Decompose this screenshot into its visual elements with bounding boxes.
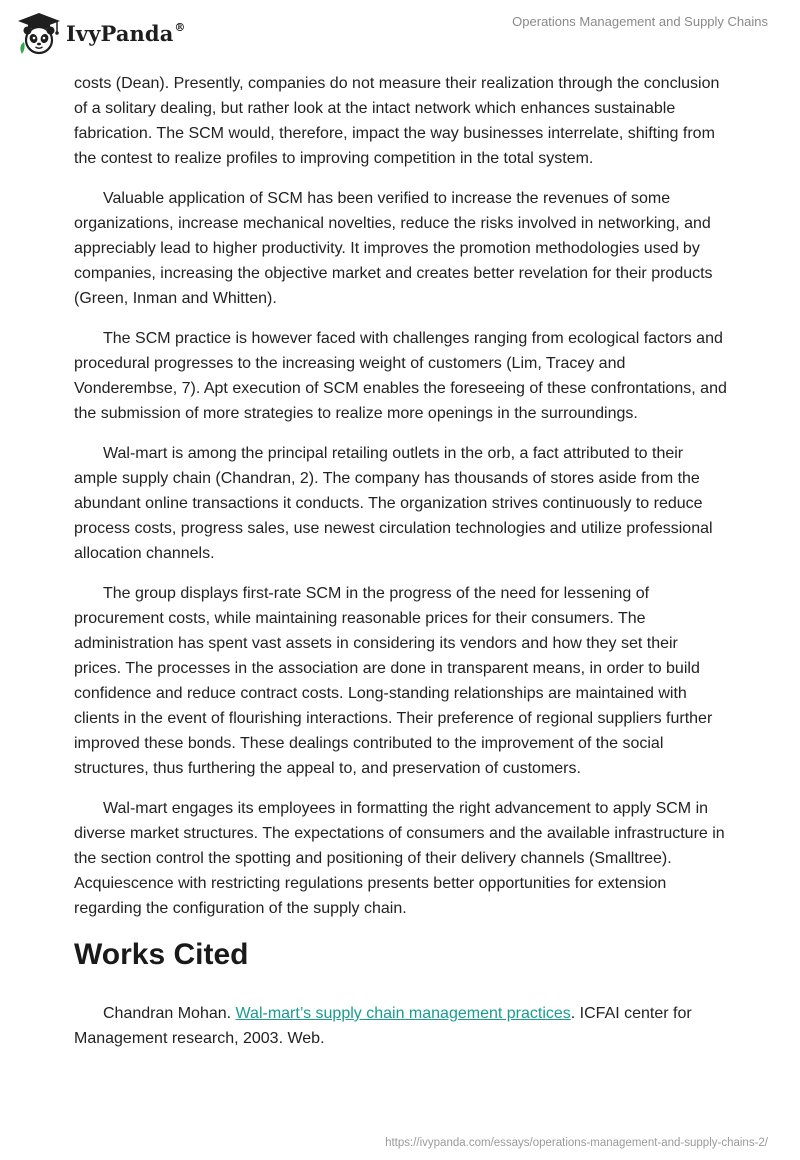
paragraph: Wal-mart engages its employees in formatting the right advancement to apply SCM in diverse market structures. The expectations of consumers and the available infrastructure in the section control the spotting and positioning of their delivery channels (Smalltree). Acquiescence with restricting regulations presents better opportunities for extension regarding the configuration of the supply chain.: [74, 800, 725, 917]
brand-logo[interactable]: [16, 8, 186, 58]
citation-link[interactable]: Wal-mart’s supply chain management practices: [235, 1005, 571, 1022]
panda-graduate-icon: [16, 10, 62, 56]
document-title: Operations Management and Supply Chains: [512, 14, 768, 29]
citation-author: Chandran Mohan.: [103, 1005, 236, 1022]
paragraph: The SCM practice is however faced with challenges ranging from ecological factors and procedural progresses to the increasing weight of customers (Lim, Tracey and Vonderembse, 7). Apt execution of SCM enables the foreseeing of these confrontations, and the submission of more strategies to realize more openings in the surroundings.: [74, 330, 727, 422]
citation-entry: [74, 1001, 729, 1051]
paragraph: The group displays first-rate SCM in the progress of the need for lessening of procurement costs, while maintaining reasonable prices for their consumers. The administration has spent vast assets in considering its vendors and how they set their prices. The processes in the association are done in transparent means, in order to build confidence and reduce contract costs. Long-standing relationships are maintained with clients in the event of flourishing interactions. Their preference of regional suppliers further improved these bonds. These dealings contributed to the improvement of the social structures, thus furthering the appeal to, and preservation of customers.: [74, 585, 713, 777]
source-url: https://ivypanda.com/essays/operations-management-and-supply-chains-2/: [385, 1137, 768, 1149]
paragraph: costs (Dean). Presently, companies do not measure their realization through the conclusion of a solitary dealing, but rather look at the intact network which enhances sustainable fabrication. The SCM would, therefore, impact the way businesses interrelate, shifting from the contest to realize profiles to improving competition in the total system.: [74, 75, 720, 167]
paragraph: Valuable application of SCM has been verified to increase the revenues of some organizations, increase mechanical novelties, reduce the risks involved in networking, and appreciably lead to higher productivity. It improves the promotion methodologies used by companies, increasing the objective market and creates better revelation for their products (Green, Inman and Whitten).: [74, 190, 713, 307]
brand-name: IvyPanda®: [66, 20, 186, 46]
article-body: [74, 71, 729, 1066]
works-cited-heading: Works Cited: [74, 938, 249, 971]
registered-mark: ®: [174, 20, 186, 34]
paragraph: Wal-mart is among the principal retailing outlets in the orb, a fact attributed to their ample supply chain (Chandran, 2). The company has thousands of stores aside from the abundant online transactions it conducts. The organization strives continuously to reduce process costs, progress sales, use newest circulation technologies and utilize professional allocation channels.: [74, 445, 713, 562]
citation-details: . ICFAI center for Management research, 2003. Web.: [74, 1005, 692, 1047]
page-header: [0, 0, 800, 66]
